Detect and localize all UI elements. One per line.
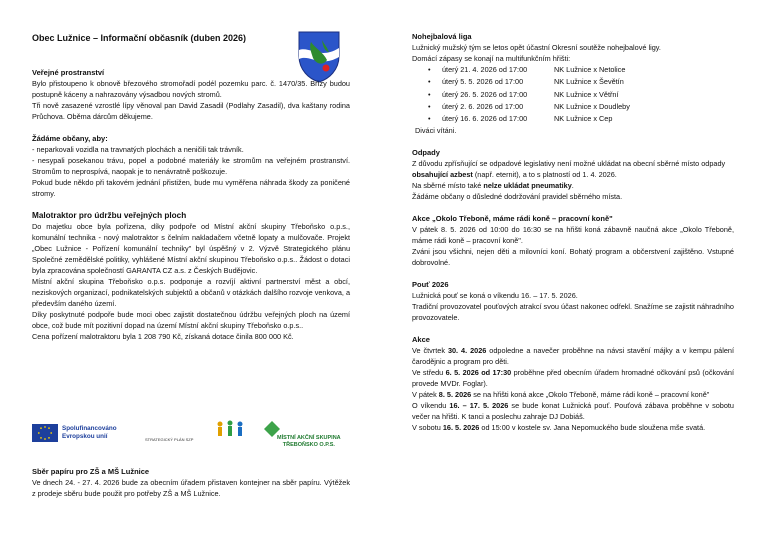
match-teams: NK Lužnice x Větřní [554,89,619,99]
page-title: Obec Lužnice – Informační občasník (duben 2026) [32,33,247,43]
mas-logo [277,435,341,449]
paragraph: Lužnická pouť se koná o víkendu 16. – 17. 5. 2026. [412,291,578,301]
paragraph: Diváci vítáni. [415,126,457,136]
text-run: O víkendu [412,401,450,411]
paragraph: Bylo přistoupeno k obnově březového stromořadí podél pozemku parc. č. 1470/35. Břízy budou postupně káceny a nahrazovány výsadbou nových stromů. [32,79,350,99]
text-run: V pátek [412,390,439,400]
paragraph: Do majetku obce byla pořízena, díky podpoře od Místní akční skupiny Třeboňsko o.p.s., komunální technika - nový malotraktor s čelním nakladačem včetně lopaty a mulčovače. Projekt „Obec Lužnice - Pořízení komunální techniky" byl úspěšný v 2. Výzvě Strategického plánu Společné zemědělské politiky, vyhlášené Místní akční skupinou Třeboňsko o.p.s.. Žádost o dotaci byla zpracována společností GARANTA CZ a.s. z Českých Budějovic. [32,222,350,275]
paragraph: Ve dnech 24. - 27. 4. 2026 bude za obecním úřadem přistaven kontejner na sběr papíru. Výtěžek z prodeje sběru bude použit pro potřeby ZŠ a MŠ Lužnice. [32,478,350,498]
paragraph: Žádáme občany o důsledné dodržování pravidel sběrného místa. [412,192,623,202]
paragraph [412,180,734,191]
paragraph: Pokud bude někdo při takovém jednání přistižen, bude mu vyměřena náhrada škody za poničené stromy. [32,178,350,198]
match-list [412,64,734,125]
emphasis: 6. 5. 2026 od 17:30 [445,368,512,378]
paragraph: Tradiční provozovatel pouťových atrakcí svou účast nakonec odřekl. Snažíme se zajistit náhradního provozovatele. [412,302,734,323]
paragraph [412,158,734,180]
text-run: se na hřišti koná akce „Okolo Třeboně, máme rádi koně – pracovní koně" [471,390,710,400]
list-item [412,89,734,101]
paragraph: - neparkovali vozidla na travnatých plochách a neničili tak trávník. [32,145,244,154]
match-date: úterý 26. 5. 2026 od 17:00 [442,89,528,99]
section-heading: Nohejbalová liga [412,32,472,41]
eu-label-line: Evropskou unií [62,433,108,440]
text-run: proběhne před obecním úřadem hromadné očkování psů (očkování provede MVDr. Foglar). [412,368,735,389]
paragraph: - nesypali posekanou trávu, popel a podobné materiály ke stromům na veřejném prostranství. Stromům to neprospívá, naopak je to nenávratně poškozuje. [32,156,350,176]
section-heading: Veřejné prostranství [32,68,105,77]
text-run: od 15:00 v kostele sv. Jana Nepomuckého bude sloužena mše svatá. [479,423,706,433]
list-item [412,113,734,125]
paragraph: Tři nově zasazené vzrostlé lípy věnoval pan David Zasadil (Podlahy Zasadil), dva kaštany rodina Průchova. Oběma dárcům děkujeme. [32,101,350,121]
text-run: Na sběrné místo také [412,181,484,191]
paragraph: Díky poskytnuté podpoře bude moci obec zajistit dostatečnou údržbu veřejných ploch na území obce, což bude mít pozitivní dopad na území Místní akční skupiny Třeboňsko o.p.s.. [32,310,350,330]
emphasis: 16. 5. 2026 [442,423,480,433]
match-date: úterý 5. 5. 2026 od 17:00 [442,77,524,87]
section-heading: Odpady [412,148,440,158]
right-column [412,31,734,433]
section-heading: Malotraktor pro údržbu veřejných ploch [32,211,187,220]
paragraph [412,389,734,400]
match-teams: NK Lužnice x Ševětín [554,77,624,87]
emphasis: nelze ukládat pneumatiky [483,181,572,191]
emphasis: obsahující azbest [412,170,473,180]
paragraph: Domácí zápasy se konají na multifunkčním hřišti: [412,54,571,63]
mas-label-line: TŘEBOŇSKO O.P.S. [282,442,335,448]
match-date: úterý 2. 6. 2026 od 17:00 [442,101,524,111]
emphasis: 8. 5. 2026 [438,390,472,400]
eu-flag-icon [32,424,58,442]
section-heading: Akce „Okolo Třeboně, máme rádi koně – pracovní koně" [412,214,613,224]
match-teams: NK Lužnice x Doudleby [554,101,630,111]
match-teams: NK Lužnice x Netolice [554,65,626,74]
paragraph [412,345,734,367]
paragraph [412,367,734,389]
paragraph: Zváni jsou všichni, nejen děti a milovníci koní. Bohatý program a občerstvení zajištěno. Vstupné dobrovolné. [412,247,734,268]
section-heading: Pouť 2026 [412,280,449,290]
eu-label [62,425,117,441]
paragraph [412,422,734,433]
match-date: úterý 16. 6. 2026 od 17:00 [442,114,528,124]
text-run: Ve středu [412,368,446,378]
text-run: se bude konat Lužnická pouť. Pouťová zábava proběhne v sobotu večer na hřišti. K tanci a poslechu zahraje DJ Dobiáš. [412,401,734,422]
funding-logos [32,423,362,453]
section-heading: Žádáme občany, aby: [32,134,108,143]
list-item [412,101,734,113]
text-run: Z důvodu zpřísňující se odpadové legislativy není možné ukládat na obecní sběrné místo odpady [412,159,726,169]
left-column [32,67,350,342]
match-teams: NK Lužnice x Cep [554,114,613,124]
text-run: (např. eternit), a to s platností od 1. 4. 2026. [472,170,617,180]
section-heading: Sběr papíru pro ZŠ a MŠ Lužnice [32,467,150,476]
text-run: V sobotu [412,423,443,433]
text-run: odpoledne a navečer proběhne na návsi stavění májky a v kempu pálení čarodějnic a program pro děti. [412,346,734,367]
paragraph [412,400,734,422]
eu-label-line: Spolufinancováno [62,425,117,432]
left-column-bottom [32,466,350,499]
paragraph: V pátek 8. 5. 2026 od 10:00 do 16:30 se na hřišti koná zábavně naučná akce „Okolo Třeboně, máme rádi koně – pracovní koně". [412,225,734,246]
section-heading: Akce [412,335,430,345]
paragraph: Cena pořízení malotraktoru byla 1 208 790 Kč, získaná dotace činila 800 000 Kč. [32,332,294,341]
list-item [412,76,734,88]
text-run: . [571,181,574,191]
emphasis: 30. 4. 2026 [447,346,487,356]
mas-label-line: MÍSTNÍ AKČNÍ SKUPINA [277,435,341,441]
emphasis: 16. – 17. 5. 2026 [449,401,509,411]
paragraph: Lužnický mužský tým se letos opět účastní Okresní soutěže nohejbalové ligy. [412,43,661,52]
text-run: Ve čtvrtek [412,346,448,356]
szp-logo: STRATEGICKÝ PLÁN SZP [145,437,194,442]
paragraph: Místní akční skupina Třeboňsko o.p.s. podporuje a rozvíjí aktivní partnerství měst a obcí, neziskových organizací, podnikatelských subjektů a občanů v otázkách dalšího rozvoje venkova, a především daného území. [32,277,351,308]
list-item [412,64,734,76]
match-date: úterý 21. 4. 2026 od 17:00 [442,65,528,74]
